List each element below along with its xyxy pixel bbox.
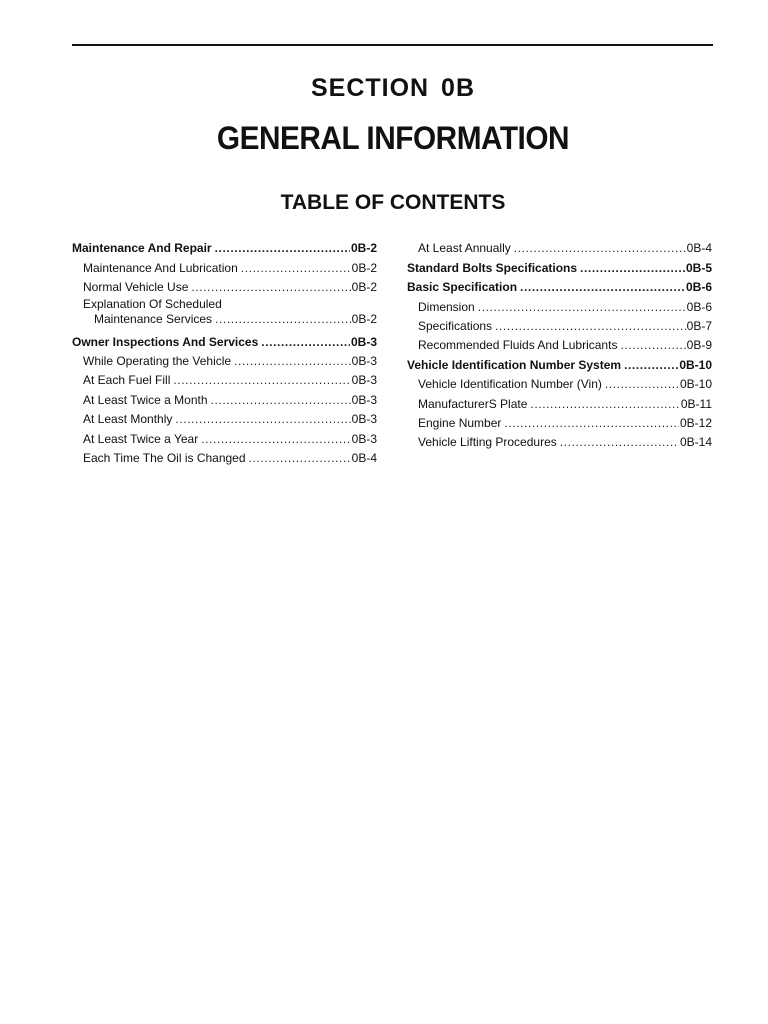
toc-entry[interactable] <box>72 426 377 445</box>
toc-leader-dots <box>530 397 679 411</box>
toc-heading: TABLE OF CONTENTS <box>280 191 506 214</box>
toc-entry-label: At Least Twice a Year <box>83 431 199 446</box>
toc-entry-label: While Operating the Vehicle <box>83 353 232 368</box>
toc-entry-page: 0B-4 <box>686 241 712 256</box>
toc-leader-dots <box>504 416 679 430</box>
toc-entry-page: 0B-2 <box>351 312 377 327</box>
toc-entry[interactable] <box>407 333 712 352</box>
toc-entry[interactable] <box>72 255 377 274</box>
toc-leader-dots <box>495 319 686 333</box>
toc-leader-dots <box>478 300 686 314</box>
toc-leader-dots <box>261 335 350 349</box>
toc-leader-dots <box>241 261 351 275</box>
toc-entry-page: 0B-10 <box>679 377 712 392</box>
toc-leader-dots <box>234 354 351 368</box>
toc-leader-dots <box>520 280 685 294</box>
toc-entry-label: ManufacturerS Plate <box>418 396 528 411</box>
toc-entry-label: Engine Number <box>418 415 502 430</box>
toc-entry[interactable] <box>407 372 712 391</box>
toc-entry-page: 0B-14 <box>679 435 712 450</box>
toc-leader-dots <box>560 435 679 449</box>
toc-entry-page: 0B-9 <box>686 338 712 353</box>
toc-entry-label: Maintenance And Lubrication <box>83 260 238 275</box>
toc-leader-dots <box>605 377 679 391</box>
toc-leader-dots <box>211 393 351 407</box>
toc-entry-page: 0B-5 <box>685 260 712 275</box>
toc-leader-dots <box>514 241 686 255</box>
toc-entry[interactable] <box>72 236 377 255</box>
toc-leader-dots <box>624 358 678 372</box>
toc-entry-page: 0B-3 <box>351 412 377 427</box>
toc-entry-page: 0B-3 <box>351 431 377 446</box>
toc-entry-label: Maintenance And Repair <box>72 241 212 256</box>
toc-entry-label: Standard Bolts Specifications <box>407 260 578 275</box>
toc-leader-dots <box>580 261 685 275</box>
toc-entry[interactable] <box>72 329 377 348</box>
toc-leader-dots <box>191 280 350 294</box>
toc-entry[interactable] <box>72 407 377 426</box>
toc-entry-label: Dimension <box>418 299 475 314</box>
toc-entry-label: Vehicle Identification Number System <box>407 357 622 372</box>
toc-entry[interactable] <box>407 255 712 274</box>
toc-entry-page: 0B-3 <box>351 392 377 407</box>
toc-entry[interactable] <box>72 275 377 294</box>
toc-entry-label: Each Time The Oil is Changed <box>83 450 246 465</box>
toc-entry[interactable] <box>407 236 712 255</box>
toc-leader-dots <box>215 312 351 326</box>
toc-entry[interactable] <box>72 368 377 387</box>
section-label: SECTION 0B <box>310 74 476 102</box>
toc-entry[interactable] <box>72 349 377 368</box>
toc-entry[interactable] <box>407 352 712 371</box>
toc-leader-dots <box>201 432 350 446</box>
toc-entry-label: Specifications <box>418 318 493 333</box>
toc-entry-page: 0B-2 <box>351 260 377 275</box>
toc-leader-dots <box>620 338 685 352</box>
toc-entry-page: 0B-12 <box>679 415 712 430</box>
toc-entry-label: Basic Specification <box>407 280 518 295</box>
toc-entry-page: 0B-11 <box>680 396 712 411</box>
toc-entry-label-continued: Maintenance Services <box>94 312 213 327</box>
toc-entry-page: 0B-3 <box>351 373 377 388</box>
toc-entry-page: 0B-6 <box>685 280 712 295</box>
toc-entry[interactable] <box>407 391 712 410</box>
toc-entry-page: 0B-2 <box>350 241 377 256</box>
toc-entry[interactable] <box>407 294 712 313</box>
toc-entry-page: 0B-7 <box>686 318 712 333</box>
toc-leader-dots <box>215 241 350 255</box>
toc-entry-page: 0B-6 <box>686 299 712 314</box>
toc-entry-label: Owner Inspections And Services <box>72 334 259 349</box>
toc-leader-dots <box>173 373 350 387</box>
toc-entry-label: At Each Fuel Fill <box>83 373 171 388</box>
top-rule <box>72 44 713 46</box>
toc-entry[interactable] <box>72 387 377 406</box>
toc-entry-label: At Least Annually <box>418 241 511 256</box>
toc-entry[interactable] <box>72 294 377 329</box>
toc-entry-label: At Least Monthly <box>83 412 173 427</box>
toc-entry-page: 0B-4 <box>351 450 377 465</box>
toc-entry-page: 0B-10 <box>679 357 712 372</box>
toc-entry[interactable] <box>407 275 712 294</box>
toc-entry[interactable] <box>407 411 712 430</box>
toc-entry-label: Recommended Fluids And Lubricants <box>418 338 618 353</box>
toc-entry-label: Explanation Of Scheduled <box>83 297 222 312</box>
toc-entry[interactable] <box>72 446 377 465</box>
toc-entry-page: 0B-2 <box>351 280 377 295</box>
toc-right-column <box>407 236 712 449</box>
toc-entry-label: At Least Twice a Month <box>83 392 208 407</box>
toc-leader-dots <box>249 451 351 465</box>
toc-leader-dots <box>175 412 350 426</box>
toc-entry[interactable] <box>407 430 712 449</box>
toc-entry-label: Normal Vehicle Use <box>83 280 189 295</box>
toc-entry-label: Vehicle Identification Number (Vin) <box>418 377 602 392</box>
toc-left-column <box>72 236 377 465</box>
toc-entry-label: Vehicle Lifting Procedures <box>418 435 557 450</box>
toc-entry-page: 0B-3 <box>350 334 377 349</box>
page-title: GENERAL INFORMATION <box>216 120 570 156</box>
toc-entry-page: 0B-3 <box>351 353 377 368</box>
toc-entry[interactable] <box>407 314 712 333</box>
